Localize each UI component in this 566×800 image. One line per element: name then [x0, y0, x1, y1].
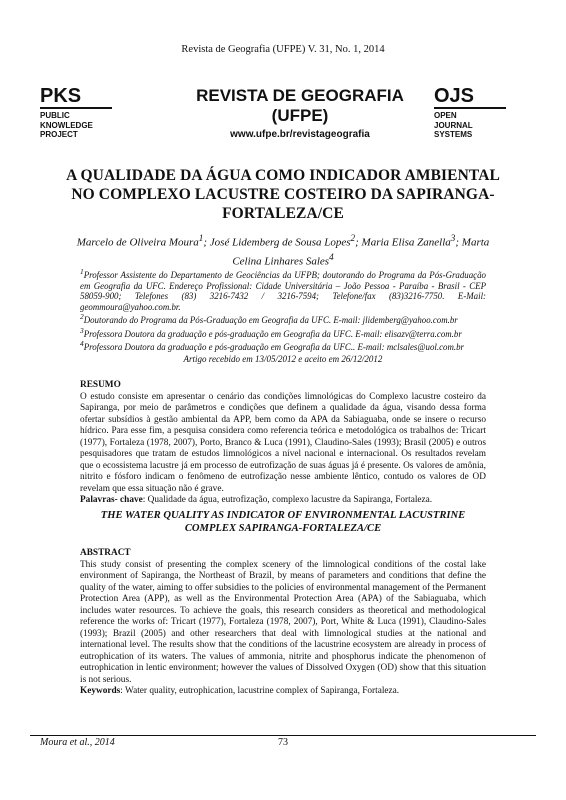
journal-masthead [40, 86, 526, 148]
author-separator: ; [203, 236, 210, 249]
author-list [75, 231, 491, 269]
author-sup: 2 [350, 233, 356, 243]
author-separator: ; [455, 236, 462, 249]
affiliation-item [80, 312, 486, 326]
ojs-line: SYSTEMS [434, 130, 473, 139]
footer-divider [30, 735, 536, 736]
journal-url[interactable]: www.ufpe.br/revistageografia [230, 129, 370, 140]
affiliation-item [80, 326, 486, 340]
ojs-line: OPEN [434, 111, 457, 120]
pks-logo-text: PKS [40, 85, 82, 107]
pks-rule [40, 107, 112, 109]
journal-title-line: REVISTA DE GEOGRAFIA [196, 86, 404, 105]
resumo-text: O estudo consiste em apresentar o cenário das condições limnológicas do Complexo lacustre costeiro da Sapiranga, por meio de parâmetros e condições que definem a qualidade da água, visando dessa forma ofertar subsídios à gestão ambiental da APP, bem como da APA da Sabiaguaba, onde se insere o recurso hídrico. Para esse fim, a pesquisa considera como referencia teórica e metodológica os trabalhos de: Tricart (1977), Fortaleza (1978, 2007), Porto, Branco & Luca (1991), Claudino-Sales (1993); Brasil (2005) e outros pesquisadores que tratam de estudos limnológicos a nível nacional e internacional. Os resultados revelam que o ecossistema lacustre já em processo de eutrofização de suas águas já é presente. Os valores de amônia, nitrito e fósforo indicam o fenômeno de eutrofização nesse ambiente lêntico, contudo os valores de OD revelam que essa situação não é grave. [80, 391, 486, 494]
author-sup: 3 [450, 233, 456, 243]
pks-logo [40, 86, 150, 140]
affiliation-text: Professora Doutora da graduação e pós-graduação em Geografia da UFC.. E-mail: mclsales@uol.com.br [83, 342, 465, 353]
author-name: Marcelo de Oliveira Moura [76, 236, 199, 249]
author-separator: ; [355, 236, 362, 249]
resumo-heading: RESUMO [80, 380, 121, 390]
pks-line: PUBLIC [40, 111, 70, 120]
abstract-heading: ABSTRACT [80, 548, 131, 558]
abstract-section [80, 548, 486, 698]
author-sup: 4 [329, 252, 334, 263]
resumo-section [80, 380, 486, 507]
affiliation-sup: 2 [80, 312, 84, 322]
resumo-keywords: : Qualidade da água, eutrofização, complexo lacustre da Sapiranga, Fortaleza. [142, 495, 433, 505]
author-name: Marta Celina Linhares Sales [232, 236, 490, 268]
abstract-text: This study consist of presenting the complex scenery of the limnological conditions of the costal lake environment of Sapiranga, the Northeast of Brazil, by means of parameters and conditions that define the quality of the water, aiming to offer subsidies to the policies of environmental management of the Permanent Protection Area (APP), as well as the Environmental Protection Area (APA) of the Sabiaguaba, which includes water resources. To achieve the goals, this research considers as theoretical and methodological reference the works of: Tricart (1977), Fortaleza (1978, 2007), Port, White & Luca (1991), Claudino-Sales (1993); Brazil (2005) and other researchers that deal with limnological studies at the national and international level. The results show that the conditions of the lacustrine ecosystem are already in process of eutrophication of its waters. The values of ammonia, nitrite and phosphorus indicate the phenomenon of eutrophication in lentic environment; however the values of Dissolved Oxygen (OD) show that this situation is not serious. [80, 559, 486, 685]
page-number: 73 [278, 737, 288, 748]
abstract-keywords-label: Keywords [80, 686, 121, 696]
affiliation-sup: 3 [80, 325, 84, 335]
affiliation-text: Professora Doutora da graduação e pós-graduação em Geografia da UFC. E-mail: elisazv@terra.com.br [83, 328, 462, 339]
journal-title-line: (UFPE) [271, 106, 329, 125]
received-date: Artigo recebido em 13/05/2012 e aceito em 26/12/2012 [183, 354, 383, 364]
affiliation-sup: 4 [80, 339, 84, 349]
author-name: José Lidemberg de Sousa Lopes [209, 236, 351, 249]
abstract-keywords: : Water quality, eutrophication, lacustrine complex of Sapiranga, Fortaleza. [120, 686, 400, 696]
english-title: THE WATER QUALITY AS INDICATOR OF ENVIRONMENTAL LACUSTRINE COMPLEX SAPIRANGA-FORTALEZA/CE [100, 510, 466, 534]
affiliation-text: Professor Assistente do Departamento de Geociências da UFPB; doutorando do Programa da Pós-Graduação em Geografia da UFC. Endereço Profissional: Cidade Universitária – João Pessoa - Paraíba - Brasil - CEP 58059-900; Telefones (83) 3216-7432 / 3216-7594; Telefone/fax (83)3216-7750. E-Mail: geommoura@yahoo.com.br. [80, 269, 486, 312]
ojs-logo [434, 86, 520, 140]
ojs-logo-text: OJS [434, 85, 475, 107]
pks-line: KNOWLEDGE [40, 120, 93, 130]
ojs-line: JOURNAL [434, 120, 473, 130]
affiliation-item [80, 339, 486, 353]
ojs-rule [434, 107, 506, 109]
affiliation-text: Doutorando do Programa da Pós-Graduação em Geografia da UFC. E-mail: jlidemberg@yahoo.com.br [83, 315, 458, 326]
affiliations [80, 267, 486, 353]
author-sup: 1 [198, 233, 204, 243]
resumo-keywords-label: Palavras- chave [80, 495, 143, 505]
author-name: Maria Elisa Zanella [361, 236, 451, 249]
pks-line: PROJECT [40, 130, 78, 139]
footer-citation: Moura et al., 2014 [40, 737, 115, 748]
affiliation-sup: 1 [80, 267, 84, 276]
article-title: A QUALIDADE DA ÁGUA COMO INDICADOR AMBIENTAL NO COMPLEXO LACUSTRE COSTEIRO DA SAPIRANGA-FORTALEZA/CE [66, 167, 500, 222]
journal-name [160, 86, 440, 140]
affiliation-item [80, 267, 486, 312]
running-head: Revista de Geografia (UFPE) V. 31, No. 1, 2014 [181, 44, 385, 55]
